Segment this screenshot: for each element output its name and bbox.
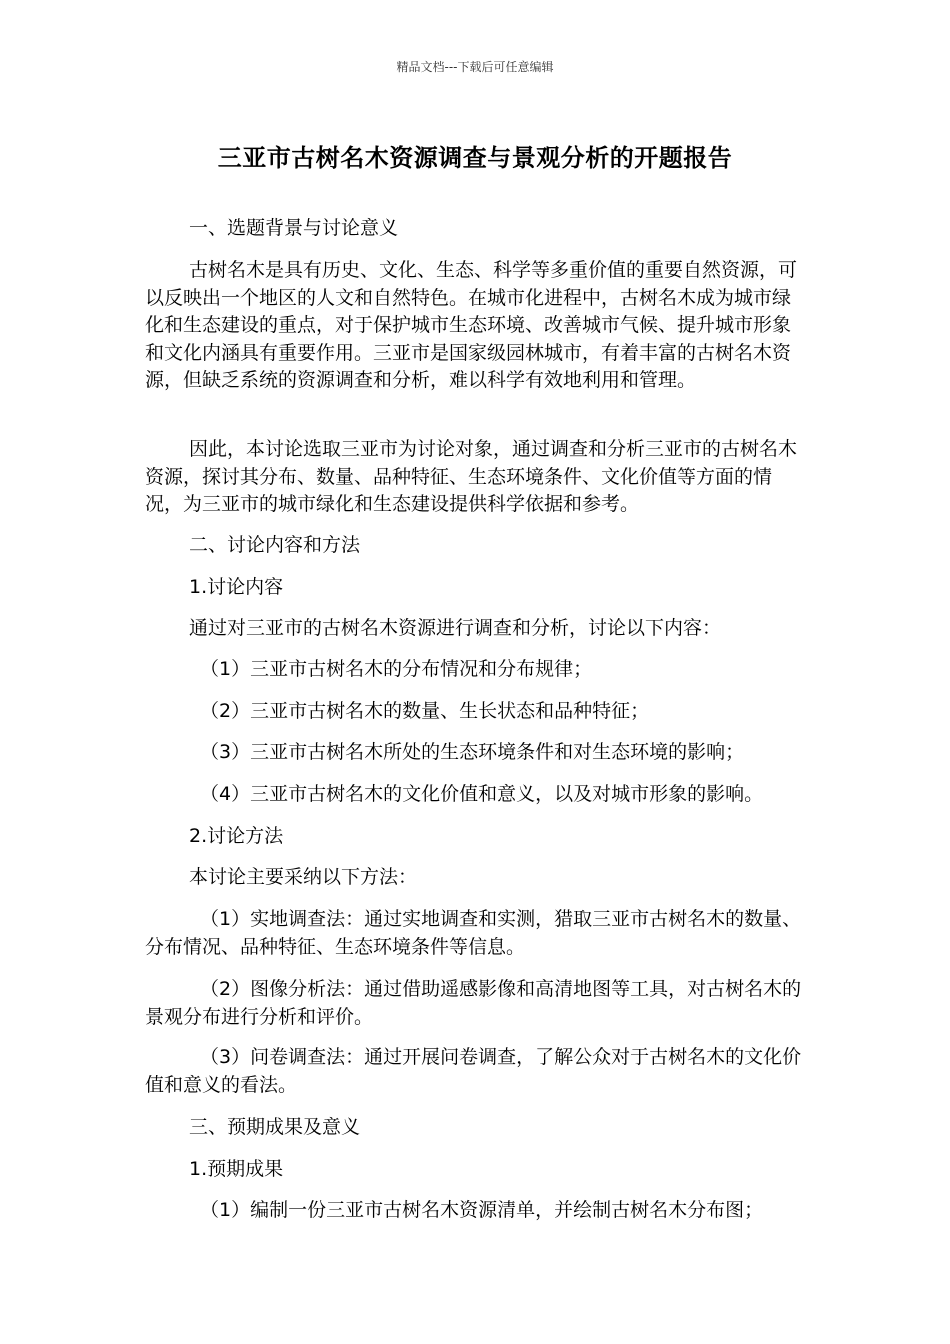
section-heading: 一、选题背景与讨论意义 (189, 217, 399, 239)
section-heading: 三、预期成果及意义 (189, 1116, 361, 1138)
list-item: （1）三亚市古树名木的分布情况和分布规律； (200, 658, 593, 680)
section1-heading-block (145, 215, 807, 243)
method-intro-block (145, 864, 807, 892)
section2-heading-block (145, 532, 807, 560)
method-item-block (145, 906, 807, 961)
paragraph: 本讨论主要采纳以下方法： (189, 866, 418, 888)
section1-paragraph2-block (145, 436, 807, 519)
subsection-heading: 1.预期成果 (189, 1158, 284, 1180)
document-title: 三亚市古树名木资源调查与景观分析的开题报告 (217, 144, 733, 172)
subsection-heading: 1.讨论内容 (189, 576, 284, 598)
paragraph: 因此，本讨论选取三亚市为讨论对象，通过调查和分析三亚市的古树名木资源，探讨其分布、数量、品种特征、生态环境条件、文化价值等方面的情况，为三亚市的城市绿化和生态建设提供科学依据和参考。 (145, 438, 798, 515)
list-item-block (145, 698, 807, 726)
list-item: （4）三亚市古树名木的文化价值和意义，以及对城市形象的影响。 (200, 783, 764, 805)
section-heading: 二、讨论内容和方法 (189, 534, 361, 556)
list-item-block (145, 739, 807, 767)
method-item: （2）图像分析法：通过借助遥感影像和高清地图等工具，对古树名木的景观分布进行分析和评价。 (145, 978, 802, 1028)
header-note: 精品文档---下载后可任意编辑 (396, 60, 554, 74)
list-item: （2）三亚市古树名木的数量、生长状态和品种特征； (200, 700, 650, 722)
intro-block (145, 615, 807, 643)
list-item: （3）三亚市古树名木所处的生态环境条件和对生态环境的影响； (200, 741, 745, 763)
list-item-block (145, 656, 807, 684)
section1-paragraph1-block (145, 257, 807, 395)
list-item: （1）编制一份三亚市古树名木资源清单，并绘制古树名木分布图； (200, 1199, 764, 1221)
subsection-heading-block (145, 574, 807, 602)
list-item-block (145, 1197, 807, 1225)
subsection-heading-block (145, 823, 807, 851)
subsection-heading: 2.讨论方法 (189, 825, 284, 847)
subsection-heading-block (145, 1156, 807, 1184)
method-item: （1）实地调查法：通过实地调查和实测，猎取三亚市古树名木的数量、分布情况、品种特征、生态环境条件等信息。 (145, 908, 802, 958)
section3-heading-block (145, 1114, 807, 1142)
list-item-block (145, 781, 807, 809)
method-item-block (145, 1044, 807, 1099)
paragraph: 古树名木是具有历史、文化、生态、科学等多重价值的重要自然资源，可以反映出一个地区的人文和自然特色。在城市化进程中，古树名木成为城市绿化和生态建设的重点，对于保护城市生态环境、改善城市气候、提升城市形象和文化内涵具有重要作用。三亚市是国家级园林城市，有着丰富的古树名木资源，但缺乏系统的资源调查和分析，难以科学有效地利用和管理。 (145, 259, 798, 391)
method-item-block (145, 976, 807, 1031)
method-item: （3）问卷调查法：通过开展问卷调查，了解公众对于古树名木的文化价值和意义的看法。 (145, 1046, 802, 1096)
paragraph: 通过对三亚市的古树名木资源进行调查和分析，讨论以下内容： (189, 617, 722, 639)
